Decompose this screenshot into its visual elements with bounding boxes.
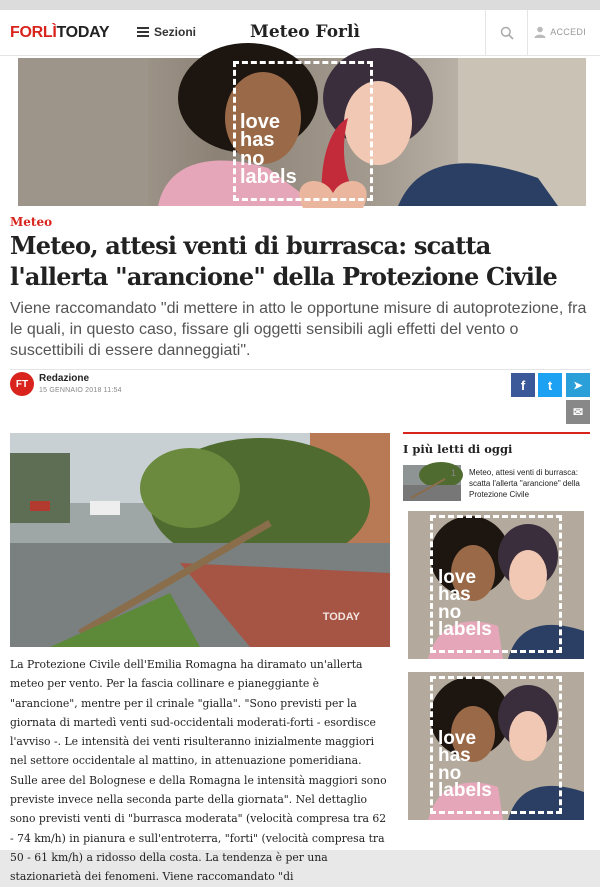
section-title[interactable]: Meteo Forlì xyxy=(250,22,360,42)
telegram-icon: ➤ xyxy=(573,379,583,392)
author-name[interactable]: Redazione xyxy=(39,373,90,384)
site-header xyxy=(0,10,600,56)
publish-date: 15 GENNAIO 2018 11:54 xyxy=(39,387,122,394)
ad-line: labels xyxy=(240,166,297,189)
ad-line: love xyxy=(438,728,477,749)
share-email-button[interactable] xyxy=(566,400,590,424)
user-icon xyxy=(534,26,546,38)
ad-line: love xyxy=(240,111,281,133)
share-facebook-button[interactable] xyxy=(511,373,535,397)
ad-line: no xyxy=(438,762,462,784)
site-logo[interactable] xyxy=(10,24,109,42)
sections-menu-button[interactable] xyxy=(137,25,196,39)
share-twitter-button[interactable] xyxy=(538,373,562,397)
ad-line: no xyxy=(240,147,265,170)
search-button[interactable] xyxy=(485,10,528,56)
article-category[interactable]: Meteo xyxy=(10,215,53,229)
search-icon xyxy=(500,26,514,40)
browser-top-strip xyxy=(0,0,600,10)
email-icon: ✉ xyxy=(572,405,584,419)
ad-slogan xyxy=(240,113,297,187)
ad-line: has xyxy=(240,129,275,152)
ad-photo xyxy=(18,58,586,206)
share-telegram-button[interactable] xyxy=(566,373,590,397)
image-watermark: TODAY xyxy=(322,611,360,623)
article-title: Meteo, attesi venti di burrasca: scatta l'allerta "arancione" della Protezione Civile xyxy=(10,231,557,291)
article-image xyxy=(10,433,390,647)
most-read-item[interactable] xyxy=(403,465,590,505)
most-read-heading: I più letti di oggi xyxy=(403,432,590,456)
article-meta xyxy=(10,369,590,419)
banner-ad[interactable] xyxy=(18,58,586,206)
ad-slogan xyxy=(438,569,492,639)
sidebar-ad[interactable] xyxy=(408,511,584,659)
ad-line: labels xyxy=(438,619,492,641)
sidebar-ad[interactable] xyxy=(408,672,584,820)
menu-icon xyxy=(137,25,149,39)
login-button[interactable] xyxy=(534,26,586,38)
ad-slogan xyxy=(438,730,492,800)
article-subtitle: Viene raccomandato "di mettere in atto le opportune misure di autoprotezione, fra le quali, in questo caso, fissare gli oggetti sensibili agli effetti del vento o suscettibili di essere danneggiati". xyxy=(10,300,587,359)
facebook-icon: f xyxy=(520,377,526,393)
ad-line: labels xyxy=(438,780,492,802)
most-read-link[interactable]: Meteo, attesi venti di burrasca: scatta l'allerta "arancione" della Protezione Civile xyxy=(469,468,580,499)
logo-city: FORLÌ xyxy=(10,24,57,41)
article-body: La Protezione Civile dell'Emilia Romagna ha diramato un'allerta meteo per vento. Per la fascia collinare e pianeggiante è "arancione", mentre per il crinale "gialla". "Sono previsti per la giornata di martedì venti sud-occidentali moderati-forti - esordisce l'avviso -. Le intensità dei venti risulteranno inizialmente maggiori nel settore occidentale al mattino, in attenuazione pomeridiana. Sulle aree del Bolognese e della Romagna le intensità maggiori sono previste invece nella seconda parte della giornata". Nel dettaglio sono previsti venti di "burrasca moderata" (velocità compresa tra 62 - 74 km/h) in pianura e sull'entroterra, "forti" (velocità compresa tra 50 - 61 km/h) a ridosso della costa. La tendenza è per una stazionarietà dei fenomeni. Viene raccomandato "di xyxy=(10,658,387,884)
most-read-rank: 1 xyxy=(451,468,457,478)
logo-brand: TODAY xyxy=(56,24,110,41)
ad-line: no xyxy=(438,601,462,623)
twitter-icon: t xyxy=(547,377,553,393)
ad-line: love xyxy=(438,567,477,588)
ad-line: has xyxy=(438,584,471,606)
sections-menu-label: Sezioni xyxy=(154,25,197,39)
author-avatar: FT xyxy=(10,372,34,396)
login-label: ACCEDI xyxy=(550,27,586,37)
ad-line: has xyxy=(438,745,471,767)
